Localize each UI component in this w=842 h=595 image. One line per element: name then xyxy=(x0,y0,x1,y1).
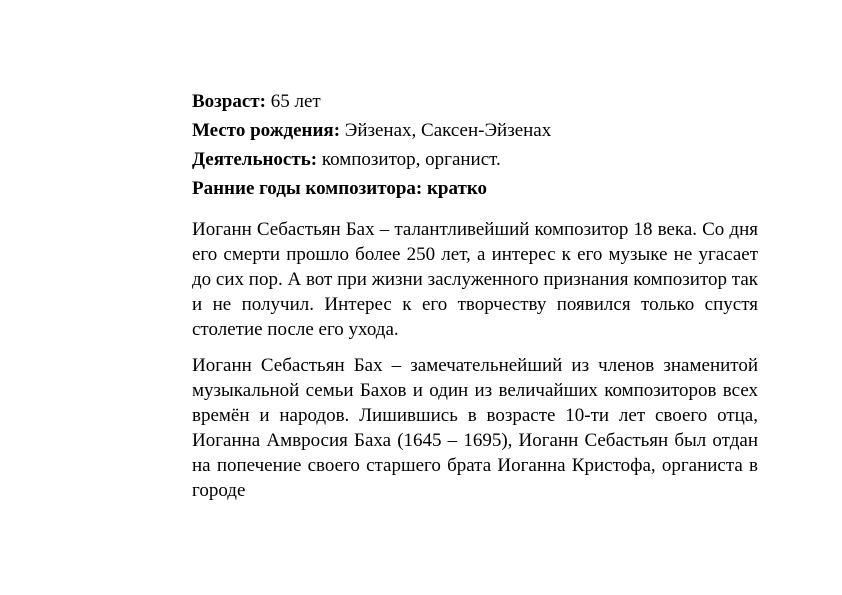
age-label: Возраст: xyxy=(192,91,266,112)
occupation-line xyxy=(192,145,758,174)
age-value: 65 лет xyxy=(270,91,321,112)
birthplace-label: Место рождения: xyxy=(192,120,341,141)
paragraph-biography: Иоганн Себастьян Бах – замечательнейший из членов знаменитой музыкальной семьи Бахов и один из величайших композиторов всех времён и народов. Лишившись в возрасте 10-ти лет своего отца, Иоганна Амвросия Баха (1645 – 1695), Иоганн Себастьян был отдан на попечение своего старшего брата Иоганна Кристофа, органиста в городе xyxy=(192,355,758,501)
document-body xyxy=(192,87,758,503)
paragraph-intro: Иоганн Себастьян Бах – талантливейший композитор 18 века. Со дня его смерти прошло более 250 лет, а интерес к его музыке не угасает до сих пор. А вот при жизни заслуженного признания композитор так и не получил. Интерес к его творчеству появился только спустя столетие после его ухода. xyxy=(192,219,758,340)
section-heading: Ранние годы композитора: кратко xyxy=(192,178,488,199)
birthplace-value: Эйзенах, Саксен-Эйзенах xyxy=(344,120,552,141)
age-line xyxy=(192,87,758,116)
occupation-label: Деятельность: xyxy=(192,149,318,170)
birthplace-line xyxy=(192,116,758,145)
occupation-value: композитор, органист. xyxy=(321,149,501,170)
